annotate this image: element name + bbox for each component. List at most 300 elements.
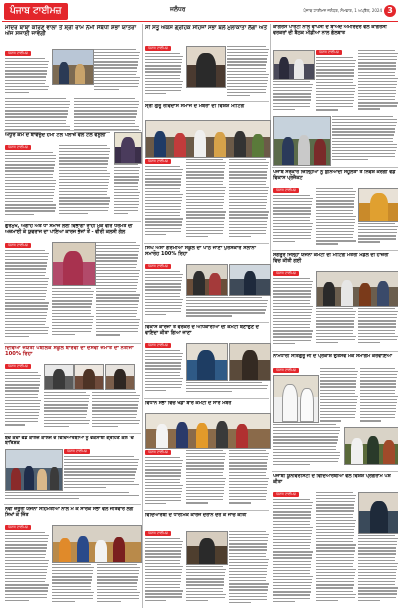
photo — [52, 242, 96, 286]
text-line — [5, 189, 55, 190]
photo — [358, 492, 398, 534]
text-line — [229, 171, 267, 172]
article-body — [5, 372, 41, 430]
text-line — [273, 281, 313, 282]
text-line — [5, 253, 49, 254]
text-line — [332, 116, 393, 117]
text-line — [44, 404, 88, 405]
text-line — [5, 421, 38, 422]
text-line — [145, 59, 182, 60]
text-line — [316, 575, 355, 576]
text-line — [358, 62, 396, 63]
text-line — [5, 167, 54, 168]
text-line — [92, 404, 138, 405]
text-line — [145, 311, 181, 312]
text-line — [227, 61, 267, 62]
article-body — [360, 368, 398, 424]
text-line — [358, 553, 396, 554]
text-line — [92, 407, 138, 408]
text-line — [273, 511, 311, 512]
text-line — [74, 101, 139, 102]
text-line — [97, 579, 138, 580]
photo — [186, 531, 228, 565]
text-line — [273, 340, 311, 341]
text-line — [97, 592, 140, 593]
text-line — [5, 495, 139, 496]
text-line — [59, 213, 88, 214]
story-divider — [144, 322, 269, 323]
text-line — [52, 322, 93, 323]
byline: ਪੰਜਾਬ ਟਾਈਮਜ਼ — [5, 525, 31, 530]
text-line — [316, 517, 353, 518]
text-line — [186, 385, 268, 386]
text-line — [316, 57, 353, 58]
text-line — [96, 248, 139, 249]
text-line — [5, 498, 79, 499]
text-line — [273, 333, 312, 334]
text-line — [74, 110, 137, 111]
text-line — [145, 590, 183, 591]
text-line — [52, 331, 91, 332]
text-line — [229, 593, 267, 594]
text-line — [52, 573, 93, 574]
text-line — [316, 200, 354, 201]
text-line — [229, 599, 267, 600]
text-line — [145, 469, 181, 470]
text-line — [5, 394, 38, 395]
text-line — [229, 493, 267, 494]
text-line — [273, 579, 312, 580]
text-line — [145, 359, 182, 360]
text-line — [5, 381, 40, 382]
article-body — [273, 81, 313, 113]
text-line — [96, 331, 138, 332]
text-line — [316, 197, 355, 198]
text-line — [145, 65, 181, 66]
headline: ਪੰਜਾਬ ਸਰਕਾਰ ਜ਼ਿਲ੍ਹਿਆਂ ਨੂੰ ਬੁਨਿਆਦੀ ਸਹੂਲਤਾਂ ਤੇ ਨਿਵੇਸ਼ ਕਰੇਗੀ ਵੱਡੇ ਵਿਕਾਸ ਪ੍ਰੋਜੈਕਟ — [273, 170, 396, 181]
text-line — [273, 433, 339, 434]
text-line — [273, 505, 312, 506]
text-line — [52, 310, 91, 311]
text-line — [229, 499, 266, 500]
text-line — [186, 597, 225, 598]
text-line — [229, 602, 251, 603]
text-line — [59, 200, 110, 201]
text-line — [5, 312, 47, 313]
photo — [344, 427, 398, 465]
text-line — [96, 325, 139, 326]
text-line — [114, 182, 138, 183]
text-line — [358, 597, 396, 598]
text-line — [316, 222, 355, 223]
text-line — [358, 330, 395, 331]
text-line — [52, 595, 93, 596]
text-line — [5, 600, 29, 601]
text-line — [59, 210, 108, 211]
text-line — [52, 598, 93, 599]
text-line — [273, 567, 311, 568]
text-line — [186, 221, 224, 222]
text-line — [316, 572, 355, 573]
article-body — [97, 564, 140, 606]
text-line — [5, 492, 129, 493]
photo — [186, 343, 228, 381]
text-line — [316, 520, 356, 521]
photo — [44, 364, 74, 390]
text-line — [94, 55, 139, 56]
text-line — [316, 228, 354, 229]
article-body — [229, 531, 269, 606]
text-line — [229, 574, 267, 575]
text-line — [5, 120, 66, 121]
text-line — [145, 381, 182, 382]
text-line — [273, 336, 312, 337]
text-line — [74, 113, 137, 114]
text-line — [229, 559, 269, 560]
text-line — [145, 191, 180, 192]
text-line — [145, 375, 180, 376]
text-line — [145, 283, 181, 284]
text-line — [358, 311, 398, 312]
text-line — [5, 424, 25, 425]
text-line — [92, 395, 140, 396]
newspaper-page — [2, 2, 398, 610]
text-line — [145, 356, 182, 357]
text-line — [358, 572, 396, 573]
text-line — [320, 374, 357, 375]
text-line — [273, 594, 310, 595]
text-line — [52, 601, 75, 602]
text-line — [5, 195, 54, 196]
text-line — [5, 575, 46, 576]
story-divider — [4, 130, 141, 131]
text-line — [145, 578, 181, 579]
story-divider — [4, 433, 141, 434]
text-line — [316, 569, 356, 570]
text-line — [186, 493, 224, 494]
text-line — [5, 73, 47, 74]
text-line — [273, 573, 310, 574]
text-line — [145, 556, 181, 557]
text-line — [229, 168, 268, 169]
text-line — [52, 328, 92, 329]
text-line — [5, 198, 53, 199]
text-line — [229, 181, 266, 182]
text-line — [229, 465, 267, 466]
text-line — [145, 84, 182, 85]
text-line — [358, 65, 396, 66]
text-line — [186, 162, 226, 163]
text-line — [145, 178, 181, 179]
text-line — [273, 210, 311, 211]
text-line — [59, 160, 108, 161]
text-line — [59, 185, 108, 186]
text-line — [5, 268, 46, 269]
text-line — [186, 566, 223, 567]
text-line — [229, 211, 269, 212]
text-line — [316, 60, 356, 61]
text-line — [332, 153, 395, 154]
text-line — [316, 94, 354, 95]
text-line — [229, 540, 268, 541]
text-line — [145, 387, 181, 388]
text-line — [5, 403, 40, 404]
text-line — [229, 580, 266, 581]
text-line — [358, 584, 395, 585]
text-line — [5, 305, 48, 306]
text-line — [229, 202, 267, 203]
text-line — [145, 209, 181, 210]
text-line — [186, 312, 265, 313]
article-body — [64, 456, 140, 492]
text-line — [186, 303, 267, 304]
text-line — [145, 497, 181, 498]
text-line — [273, 290, 311, 291]
text-line — [186, 468, 224, 469]
text-line — [186, 306, 267, 307]
text-line — [59, 148, 110, 149]
text-line — [145, 200, 182, 201]
text-line — [5, 113, 68, 114]
text-line — [316, 191, 356, 192]
photo — [186, 46, 226, 88]
text-line — [273, 585, 311, 586]
text-line — [94, 71, 137, 72]
text-line — [145, 350, 180, 351]
text-line — [360, 380, 396, 381]
article-body — [145, 457, 183, 507]
text-line — [229, 537, 268, 538]
text-line — [320, 390, 355, 391]
text-line — [360, 371, 398, 372]
text-line — [5, 578, 46, 579]
article-body — [332, 116, 398, 164]
article-body — [52, 564, 94, 606]
text-line — [74, 123, 135, 124]
text-line — [358, 72, 395, 73]
text-line — [5, 180, 56, 181]
byline: ਪੰਜਾਬ ਟਾਈਮਜ਼ — [145, 264, 171, 269]
text-line — [316, 72, 354, 73]
byline: ਪੰਜਾਬ ਟਾਈਮਜ਼ — [64, 449, 90, 454]
text-line — [145, 544, 182, 545]
text-line — [5, 336, 29, 337]
headline: ਵਿਧਾਨ ਸਭਾ ਵਿਚ ਖੇਡਾਂ ਬਾਰੇ ਕਮੇਟੀ ਦੇ ਸਾਰੇ ਮੈਂਬਰ — [145, 401, 232, 406]
story-divider — [144, 398, 269, 399]
text-line — [5, 372, 38, 373]
text-line — [273, 499, 310, 500]
text-line — [358, 544, 397, 545]
text-line — [97, 595, 139, 596]
text-line — [360, 396, 398, 397]
text-line — [59, 207, 109, 208]
text-line — [229, 583, 269, 584]
story-divider — [4, 221, 141, 222]
text-line — [273, 309, 312, 310]
text-line — [316, 231, 354, 232]
text-line — [186, 578, 224, 579]
byline: ਪੰਜਾਬ ਟਾਈਮਜ਼ — [5, 145, 31, 150]
text-line — [44, 407, 88, 408]
text-line — [64, 468, 137, 469]
text-line — [5, 287, 47, 288]
text-line — [360, 393, 395, 394]
text-line — [360, 408, 396, 409]
text-line — [320, 383, 356, 384]
text-line — [229, 177, 267, 178]
text-line — [97, 573, 139, 574]
text-line — [5, 554, 46, 555]
text-line — [358, 578, 396, 579]
text-line — [316, 216, 356, 217]
text-line — [273, 427, 340, 428]
text-line — [145, 362, 181, 363]
text-line — [5, 76, 46, 77]
text-line — [96, 245, 140, 246]
text-line — [273, 591, 311, 592]
text-line — [229, 174, 267, 175]
text-line — [186, 588, 223, 589]
text-line — [316, 66, 355, 67]
photo — [358, 188, 398, 222]
text-line — [229, 571, 267, 572]
text-line — [273, 223, 313, 224]
text-line — [273, 278, 310, 279]
text-line — [186, 230, 223, 231]
text-line — [227, 64, 266, 65]
text-line — [59, 173, 110, 174]
story-divider — [272, 471, 398, 472]
article-body — [5, 152, 57, 218]
text-line — [186, 217, 225, 218]
photo — [52, 49, 94, 85]
text-line — [360, 390, 395, 391]
text-line — [52, 297, 93, 298]
text-line — [186, 297, 262, 298]
text-line — [114, 167, 140, 168]
text-line — [5, 590, 48, 591]
text-line — [332, 144, 397, 145]
text-line — [273, 330, 313, 331]
text-line — [5, 80, 46, 81]
text-line — [52, 592, 94, 593]
text-line — [5, 418, 38, 419]
text-line — [186, 453, 226, 454]
text-line — [332, 134, 394, 135]
photo — [145, 413, 271, 449]
text-line — [145, 175, 182, 176]
photo — [145, 120, 271, 158]
text-line — [5, 70, 47, 71]
newspaper-logo: ਪੰਜਾਬ ਟਾਈਮਜ਼ — [4, 3, 68, 20]
headline: ਸ੍ਰੀ ਗੁਰੂ ਰਵਿਦਾਸ ਸਮਾਜ ਦੇ ਮੈਂਬਰਾਂ ਦੀ ਵਿਸ਼ੇਸ਼ ਮੀਟਿੰਗ — [145, 104, 245, 109]
text-line — [64, 474, 135, 475]
text-line — [145, 169, 183, 170]
text-line — [273, 582, 312, 583]
text-line — [273, 293, 311, 294]
text-line — [145, 466, 182, 467]
text-line — [5, 61, 49, 62]
text-line — [273, 321, 311, 322]
text-line — [358, 232, 397, 233]
headline: ਅਧੂਰੇ ਕੰਮ ਦੇ ਬਾਵਜੂਦ ਹਮੀ ਟੋਲ ਪਲਾਜ਼ੇ ਵਲੋਂ ਟੋਲ ਵਸੂਲੀ — [5, 133, 106, 138]
article-body — [5, 58, 49, 96]
text-line — [92, 423, 139, 424]
text-line — [316, 510, 354, 511]
text-line — [358, 314, 397, 315]
text-line — [227, 83, 267, 84]
text-line — [358, 557, 395, 558]
text-line — [94, 52, 140, 53]
text-line — [229, 236, 251, 237]
text-line — [273, 551, 313, 552]
text-line — [316, 194, 355, 195]
text-line — [5, 293, 46, 294]
text-line — [96, 291, 136, 292]
byline: ਪੰਜਾਬ ਟਾਈਮਜ਼ — [145, 531, 171, 536]
text-line — [186, 484, 225, 485]
text-line — [320, 420, 341, 421]
text-line — [227, 89, 266, 90]
text-line — [96, 273, 139, 274]
text-line — [94, 80, 139, 81]
text-line — [229, 224, 267, 225]
text-line — [96, 316, 136, 317]
text-line — [316, 311, 356, 312]
article-body — [145, 271, 183, 319]
text-line — [145, 550, 181, 551]
text-line — [316, 225, 354, 226]
text-line — [145, 460, 183, 461]
text-line — [64, 471, 136, 472]
article-body — [145, 350, 183, 394]
text-line — [229, 187, 269, 188]
text-line — [186, 177, 224, 178]
text-line — [273, 436, 338, 437]
text-line — [145, 384, 182, 385]
text-line — [5, 155, 56, 156]
headline: ਵਿਕਾਸ ਕਾਰਜਾਂ ਤੋਂ ਵਰਕਰ ਦੇ ਅਧਿਕਾਰੀਆਂ ਦੀ ਕਮੇਟੀ ਬਣਾਉਣ ਦੇ ਵਾਇਦਾ ਕੀਤਾ ਗਿਆ ਜਾਣਾ — [145, 325, 259, 336]
text-line — [358, 90, 396, 91]
text-line — [316, 100, 354, 101]
text-line — [229, 484, 268, 485]
text-line — [59, 167, 107, 168]
text-line — [227, 92, 266, 93]
text-line — [316, 554, 354, 555]
text-line — [145, 75, 180, 76]
text-line — [5, 186, 55, 187]
headline: ਸਿੰਘ ਐਸਾ ਗਰਮੀਆਂ ਸਕੂਲ ਦਾ ਪਾਠ ਜਾਣਾ ਪੁਰਸਕਾਰ ਸਲਾਨਾ ਸਮਾਰੋਹ 100% ਰਿਹਾ — [145, 246, 256, 257]
text-line — [145, 71, 181, 72]
text-line — [94, 58, 139, 59]
photo — [273, 375, 319, 423]
text-line — [229, 196, 267, 197]
text-line — [186, 450, 223, 451]
text-line — [5, 256, 48, 257]
article-body — [186, 297, 269, 319]
byline: ਪੰਜਾਬ ਟਾਈਮਜ਼ — [273, 368, 299, 373]
text-line — [145, 491, 182, 492]
text-line — [44, 420, 90, 421]
text-line — [5, 123, 66, 124]
text-line — [186, 199, 224, 200]
text-line — [273, 327, 310, 328]
text-line — [64, 487, 106, 488]
text-line — [52, 316, 94, 317]
text-line — [273, 217, 310, 218]
text-line — [358, 59, 397, 60]
text-line — [358, 560, 395, 561]
